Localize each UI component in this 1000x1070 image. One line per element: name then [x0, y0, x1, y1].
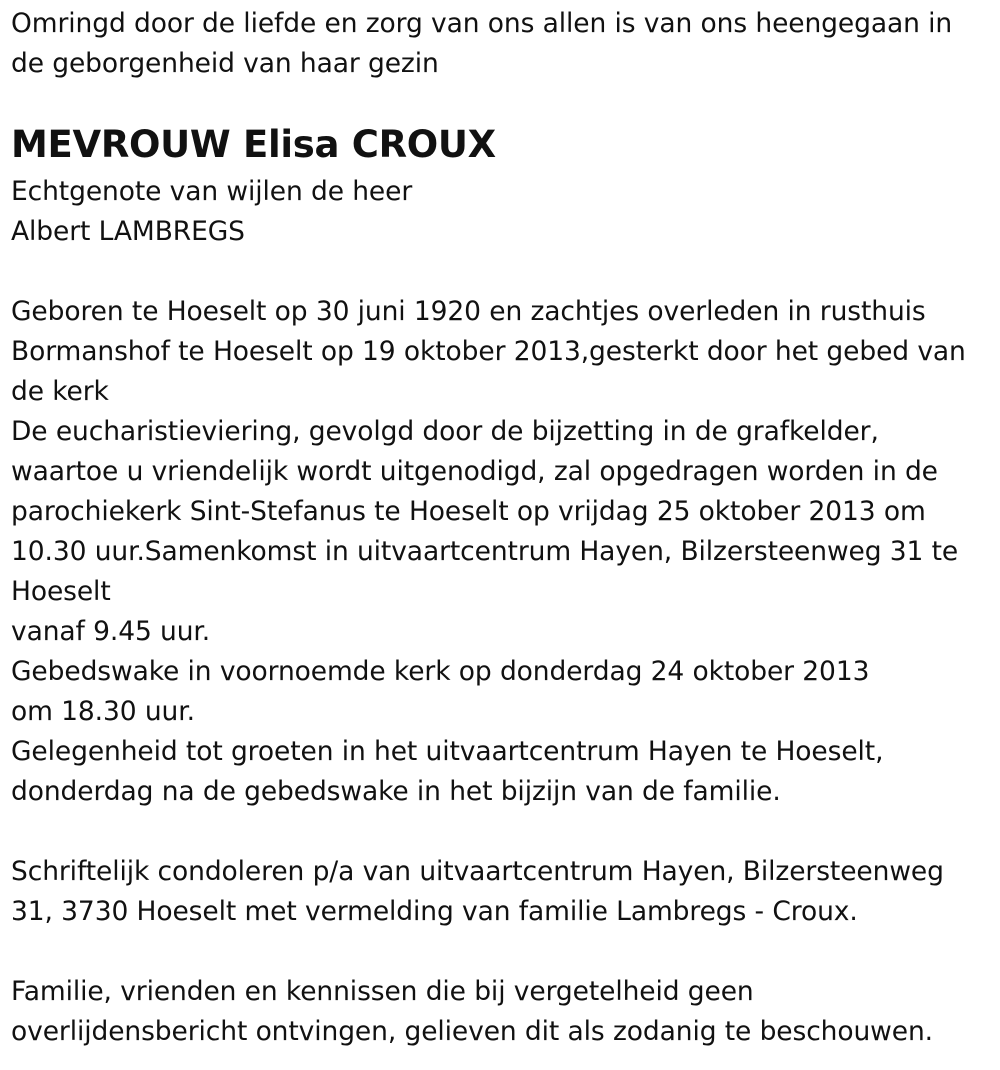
- details-line-1: Geboren te Hoeselt op 30 juni 1920 en zachtjes overleden in rusthuis: [11, 296, 926, 327]
- details-line-11: om 18.30 uur.: [11, 696, 195, 727]
- closing-line-1: Familie, vrienden en kennissen die bij vergetelheid geen: [11, 976, 754, 1007]
- details-line-3: de kerk: [11, 376, 109, 407]
- condolences-line-2: 31, 3730 Hoeselt met vermelding van familie Lambregs - Croux.: [11, 896, 858, 927]
- intro-line-1: Omringd door de liefde en zorg van ons allen is van ons heengegaan in: [11, 8, 953, 39]
- details-line-7: 10.30 uur.Samenkomst in uitvaartcentrum Hayen, Bilzersteenweg 31 te: [11, 536, 959, 567]
- details-line-8: Hoeselt: [11, 576, 111, 607]
- details-line-9: vanaf 9.45 uur.: [11, 616, 211, 647]
- spouse-line-2: Albert LAMBREGS: [11, 216, 245, 247]
- details-line-10: Gebedswake in voornoemde kerk op donderdag 24 oktober 2013: [11, 656, 870, 687]
- details-line-12: Gelegenheid tot groeten in het uitvaartcentrum Hayen te Hoeselt,: [11, 736, 884, 767]
- intro-line-2: de geborgenheid van haar gezin: [11, 48, 439, 79]
- details-line-6: parochiekerk Sint-Stefanus te Hoeselt op vrijdag 25 oktober 2013 om: [11, 496, 926, 527]
- spouse-line-1: Echtgenote van wijlen de heer: [11, 176, 413, 207]
- details-line-5: waartoe u vriendelijk wordt uitgenodigd, zal opgedragen worden in de: [11, 456, 938, 487]
- closing-line-2: overlijdensbericht ontvingen, gelieven dit als zodanig te beschouwen.: [11, 1016, 933, 1047]
- deceased-name: MEVROUW Elisa CROUX: [11, 123, 496, 166]
- details-line-13: donderdag na de gebedswake in het bijzijn van de familie.: [11, 776, 781, 807]
- details-line-4: De eucharistieviering, gevolgd door de bijzetting in de grafkelder,: [11, 416, 879, 447]
- condolences-line-1: Schriftelijk condoleren p/a van uitvaartcentrum Hayen, Bilzersteenweg: [11, 856, 944, 887]
- details-line-2: Bormanshof te Hoeselt op 19 oktober 2013,gesterkt door het gebed van: [11, 336, 966, 367]
